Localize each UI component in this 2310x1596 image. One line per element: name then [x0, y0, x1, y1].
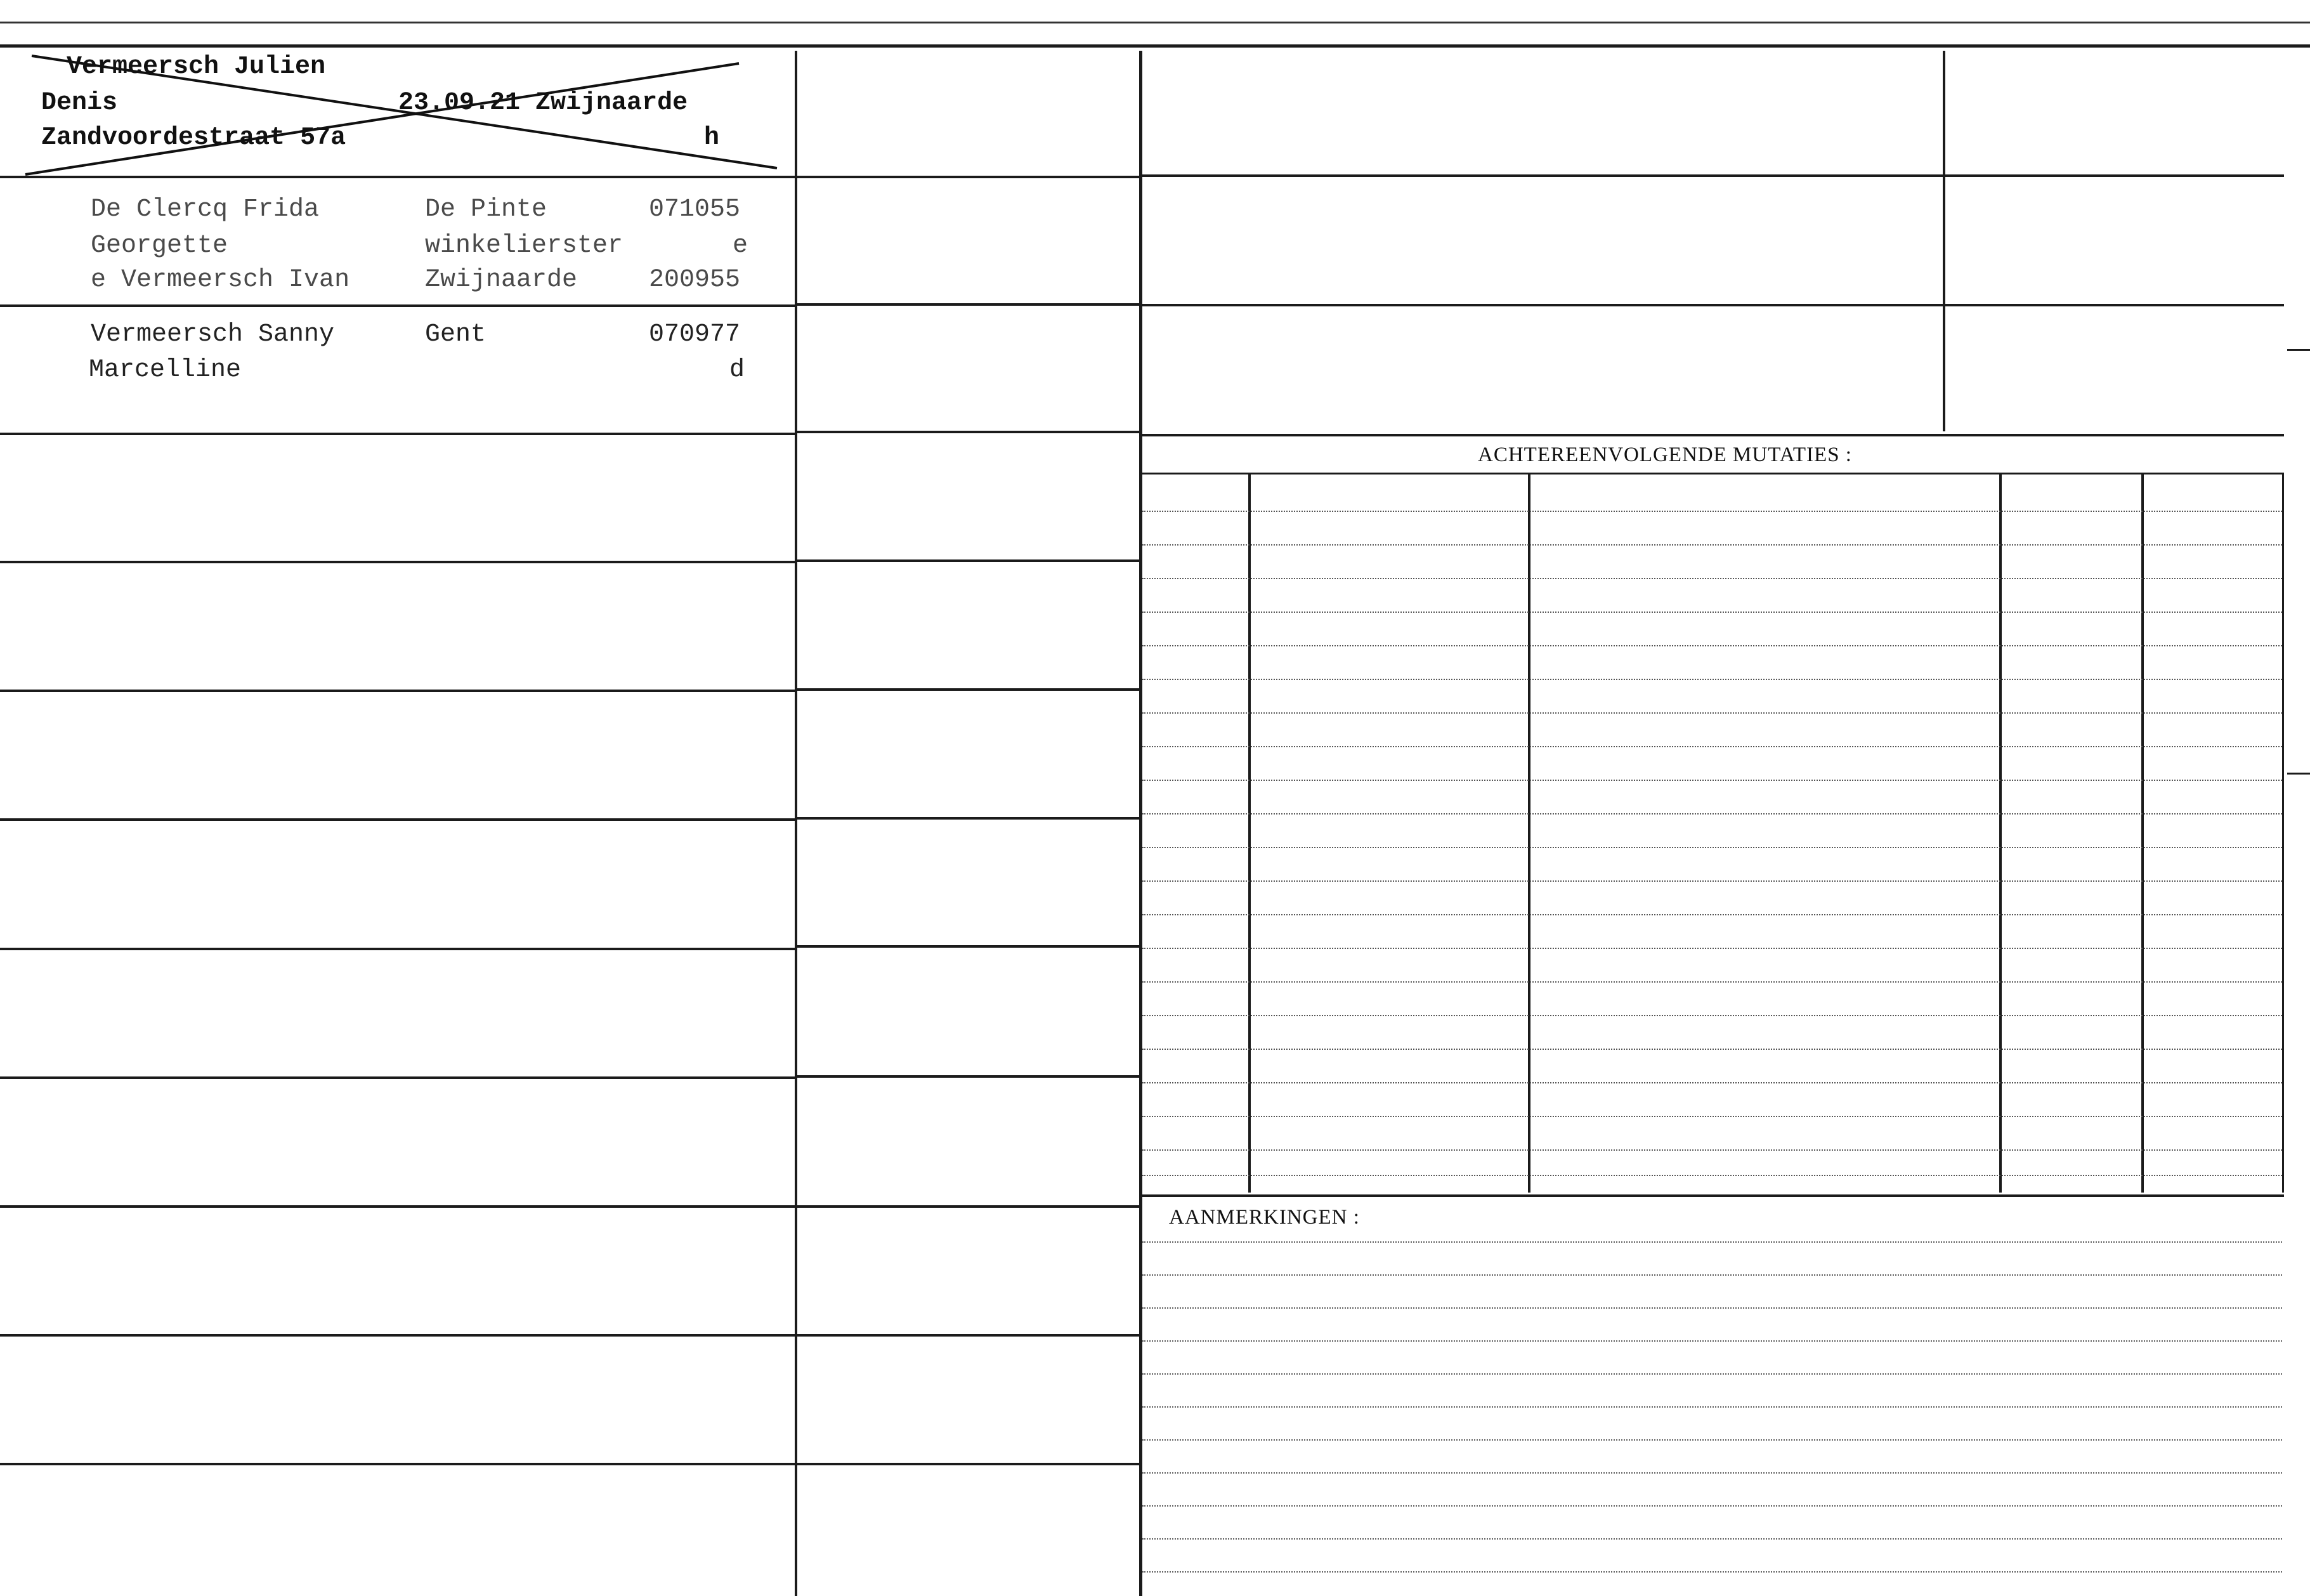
row-line: [0, 304, 795, 307]
mutations-row: [1142, 1116, 2282, 1117]
row-line: [0, 561, 795, 563]
remarks-row: [1142, 1274, 2282, 1276]
remarks-row: [1142, 1571, 2282, 1573]
entry-3-place: Gent: [425, 320, 486, 349]
row-line: [0, 1463, 795, 1465]
remarks-row: [1142, 1241, 2282, 1243]
mutations-row: [1142, 679, 2282, 680]
mid-row-line: [797, 559, 1139, 562]
row-line: [0, 1205, 795, 1208]
remarks-heading: AANMERKINGEN :: [1169, 1206, 1360, 1229]
mutations-right-edge: [2282, 474, 2284, 1193]
mutations-row: [1142, 1015, 2282, 1016]
mid-row-line: [797, 817, 1139, 820]
mutations-row: [1142, 645, 2282, 646]
mid-row-line: [797, 303, 1139, 306]
mid-row-line: [797, 1205, 1139, 1208]
mutations-row: [1142, 981, 2282, 983]
mutations-row: [1142, 1175, 2282, 1176]
entry-1-address: Zandvoordestraat 57a: [41, 124, 346, 152]
mutations-row: [1142, 914, 2282, 915]
mutations-row: [1142, 511, 2282, 512]
remarks-row: [1142, 1340, 2282, 1342]
mid-row-line: [797, 945, 1139, 948]
right-row-line: [1142, 434, 2284, 436]
entry-3-name-line-2: Marcelline: [89, 356, 242, 384]
entry-3-name-line-1: Vermeersch Sanny: [91, 320, 335, 349]
edge-tick: [2287, 349, 2310, 351]
remarks-row: [1142, 1505, 2282, 1507]
mutations-row: [1142, 1149, 2282, 1151]
entry-1-name-line-2: Denis: [41, 89, 118, 117]
mutations-row: [1142, 847, 2282, 848]
row-line: [0, 818, 795, 821]
entry-1-birth-info: 23.09.21 Zwijnaarde: [398, 89, 688, 117]
entry-2-name-line-1: De Clercq Frida: [91, 195, 320, 224]
mid-row-line: [797, 1463, 1139, 1465]
entry-2-name-line-3: e Vermeersch Ivan: [91, 266, 350, 294]
entry-1-code: h: [704, 124, 720, 152]
mutations-row: [1142, 813, 2282, 814]
entry-2-name-line-2: Georgette: [91, 232, 228, 260]
row-line: [0, 1334, 795, 1337]
entry-2-code: e: [733, 232, 748, 260]
mutations-row: [1142, 948, 2282, 949]
mid-row-line: [797, 431, 1139, 433]
entry-1-name-line-1: Vermeersch Julien: [67, 53, 326, 81]
mutations-row: [1142, 612, 2282, 613]
entry-2-place-2: Zwijnaarde: [425, 266, 578, 294]
mid-row-line: [797, 1334, 1139, 1337]
mutations-col-divider: [2141, 474, 2144, 1193]
right-row-line: [1142, 174, 2284, 177]
right-box-divider: [1943, 51, 1945, 431]
card-top-edge: [0, 22, 2310, 23]
remarks-row: [1142, 1472, 2282, 1474]
mutations-row: [1142, 1082, 2282, 1083]
mutations-top-rule: [1142, 473, 2284, 474]
mutations-row: [1142, 712, 2282, 714]
row-line: [0, 948, 795, 950]
mutations-row: [1142, 746, 2282, 747]
mutations-row: [1142, 578, 2282, 579]
entry-3-date-1: 070977: [649, 320, 741, 349]
column-divider-1: [795, 51, 797, 1596]
column-divider-2: [1139, 51, 1142, 1596]
mutations-row: [1142, 544, 2282, 546]
mutations-row: [1142, 1049, 2282, 1050]
entry-2-occupation: winkelierster: [425, 232, 623, 260]
row-line: [0, 1076, 795, 1079]
mutations-heading: ACHTEREENVOLGENDE MUTATIES :: [1478, 443, 1852, 466]
mutations-bottom-rule: [1142, 1194, 2284, 1197]
entry-3-code: d: [729, 356, 745, 384]
mutations-col-divider: [1528, 474, 1530, 1193]
entry-1-cross-out: [0, 51, 795, 178]
mid-row-line: [797, 1075, 1139, 1078]
remarks-row: [1142, 1439, 2282, 1441]
row-line: [0, 690, 795, 692]
mutations-row: [1142, 780, 2282, 781]
entry-2-date-1: 071055: [649, 195, 741, 224]
mutations-col-divider: [1999, 474, 2002, 1193]
mid-row-line: [797, 688, 1139, 691]
mutations-row: [1142, 880, 2282, 882]
remarks-row: [1142, 1538, 2282, 1540]
right-row-line: [1142, 304, 2284, 306]
mutations-col-divider: [1248, 474, 1251, 1193]
remarks-row: [1142, 1406, 2282, 1408]
edge-tick: [2287, 773, 2310, 775]
card-top-rule: [0, 44, 2310, 48]
mid-row-line: [797, 176, 1139, 178]
remarks-row: [1142, 1373, 2282, 1375]
row-line: [0, 433, 795, 435]
entry-2-date-2: 200955: [649, 266, 741, 294]
remarks-row: [1142, 1307, 2282, 1309]
entry-2-place: De Pinte: [425, 195, 547, 224]
